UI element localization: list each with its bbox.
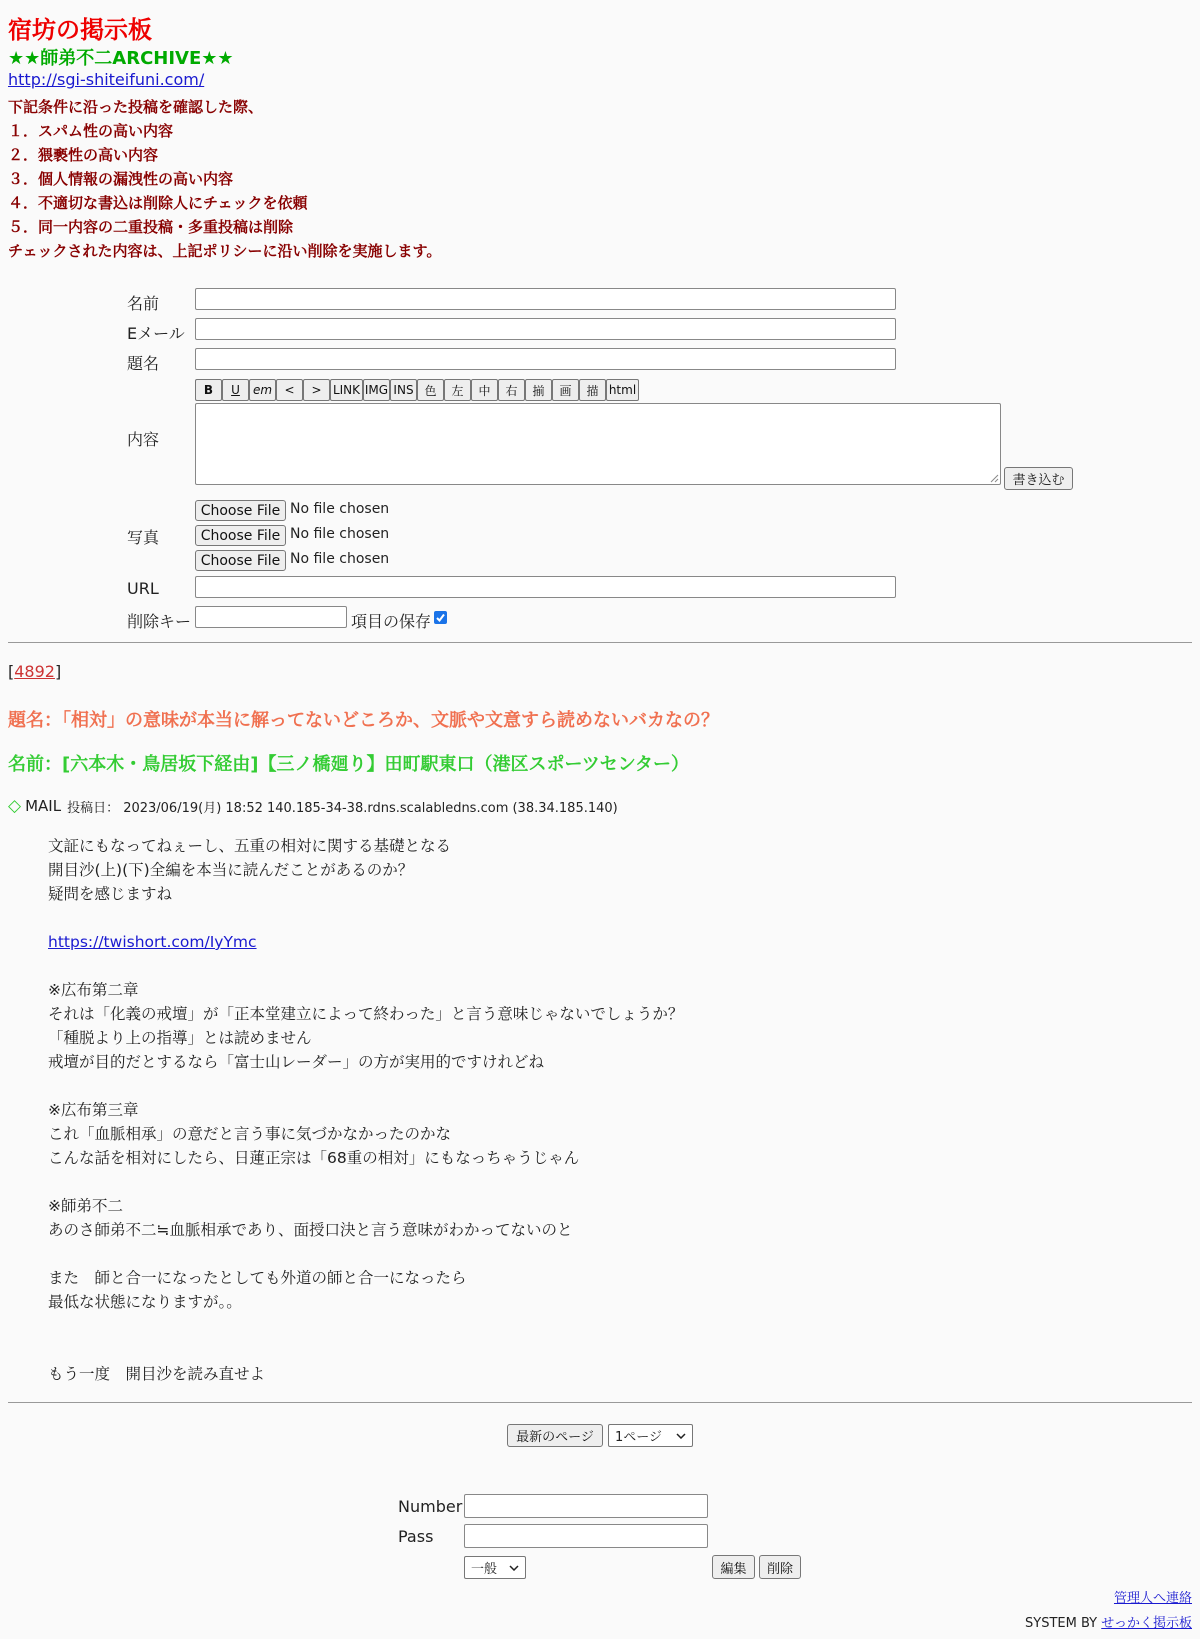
url-label: URL — [127, 579, 159, 598]
save-items-checkbox[interactable] — [434, 611, 447, 624]
body-line — [48, 1338, 683, 1362]
divider-1 — [8, 642, 1192, 643]
contact-admin-link[interactable]: 管理人へ連絡 — [1113, 1591, 1192, 1606]
system-link[interactable]: せっかく掲示板 — [1101, 1616, 1192, 1631]
body-link-line — [48, 930, 683, 954]
delete-key-label: 削除キー — [127, 612, 192, 631]
post-title: 題名：「相対」の意味が本当に解ってないどころか、文脈や文意すら読めないバカなの？ — [8, 710, 719, 731]
toolbar-button-8[interactable]: 色 — [417, 379, 444, 401]
policy-line: １．スパム性の高い内容 — [8, 122, 174, 140]
subject-input[interactable] — [195, 348, 896, 370]
file-button-1[interactable]: Choose File — [195, 500, 286, 521]
body-line: ※広布第二章 — [48, 981, 139, 999]
name-label: 名前 — [127, 294, 160, 313]
toolbar-button-7[interactable]: INS — [390, 379, 417, 401]
save-items-label: 項目の保存 — [351, 612, 432, 631]
mail-link[interactable]: MAIL — [25, 797, 62, 815]
page-select[interactable] — [608, 1424, 693, 1447]
content-label: 内容 — [127, 430, 160, 449]
delete-key-input[interactable] — [195, 606, 347, 628]
name-input[interactable] — [195, 288, 896, 310]
body-line — [48, 1242, 683, 1266]
file-status-2: No file chosen — [290, 526, 390, 542]
post-date: 投稿日： 2023/06/19(月) 18:52 140.185-34-38.rdns.scalabledns.com (38.34.185.140) — [67, 800, 618, 816]
chevron-down-icon — [509, 1565, 519, 1571]
post-author: 名前：[六本木・鳥居坂下経由]【三ノ橋廻り】田町駅東口（港区スポーツセンター） — [8, 754, 690, 775]
body-line: また 師と合一になったとしても外道の師と合一になったら — [48, 1269, 467, 1287]
diamond-icon: ◇ — [8, 796, 22, 816]
body-line: もう一度 開目沙を読み直せよ — [48, 1365, 266, 1383]
mode-select-value: 一般 — [471, 1562, 498, 1577]
subject-label: 題名 — [127, 354, 160, 373]
post-body — [48, 834, 683, 1386]
content-textarea[interactable] — [195, 403, 1001, 485]
policy-line: 下記条件に沿った投稿を確認した際、 — [8, 98, 264, 116]
body-line: 文証にもなってねぇーし、五重の相対に関する基礎となる — [48, 837, 452, 855]
email-input[interactable] — [195, 318, 896, 340]
delete-button[interactable]: 削除 — [759, 1555, 801, 1579]
post-number-link[interactable]: 4892 — [14, 662, 55, 681]
pass-label: Pass — [398, 1527, 434, 1546]
check-icon — [435, 612, 446, 623]
toolbar-button-2[interactable]: em — [249, 379, 276, 401]
body-line: 戒壇が目的だとするなら「富士山レーダー」の方が実用的ですけれどね — [48, 1053, 545, 1071]
email-label: Eメール — [127, 324, 185, 343]
toolbar-button-1[interactable]: U — [222, 379, 249, 401]
system-prefix: SYSTEM BY — [1025, 1616, 1102, 1631]
body-line — [48, 1170, 683, 1194]
toolbar-button-6[interactable]: IMG — [363, 379, 390, 401]
page-select-value: 1ページ — [615, 1430, 663, 1445]
board-subtitle: ★★師弟不二ARCHIVE★★ — [8, 48, 234, 69]
toolbar-button-3[interactable]: < — [276, 379, 303, 401]
pass-input[interactable] — [464, 1524, 708, 1548]
policy-line: ５．同一内容の二重投稿・多重投稿は削除 — [8, 218, 294, 236]
file-status-3: No file chosen — [290, 551, 390, 567]
body-line — [48, 906, 683, 930]
latest-page-button[interactable]: 最新のページ — [507, 1424, 603, 1447]
body-line: ※広布第三章 — [48, 1101, 139, 1119]
number-input[interactable] — [464, 1494, 708, 1518]
policy-line: ３．個人情報の漏洩性の高い内容 — [8, 170, 234, 188]
post-meta — [8, 796, 618, 816]
toolbar-button-9[interactable]: 左 — [444, 379, 471, 401]
toolbar-button-4[interactable]: > — [303, 379, 330, 401]
body-line: 「種脱より上の指導」とは読めません — [48, 1029, 312, 1047]
body-line: ※師弟不二 — [48, 1197, 123, 1215]
file-button-2[interactable]: Choose File — [195, 525, 286, 546]
body-line: 疑問を感じますね — [48, 885, 173, 903]
divider-2 — [8, 1402, 1192, 1403]
body-line — [48, 1314, 683, 1338]
toolbar-button-10[interactable]: 中 — [471, 379, 498, 401]
body-line: こんな話を相対にしたら、日蓮正宗は「68重の相対」にもなっちゃうじゃん — [48, 1149, 580, 1167]
policy-line: ２．猥褻性の高い内容 — [8, 146, 159, 164]
file-button-3[interactable]: Choose File — [195, 550, 286, 571]
url-input[interactable] — [195, 576, 896, 598]
toolbar-button-12[interactable]: 揃 — [525, 379, 552, 401]
toolbar-button-11[interactable]: 右 — [498, 379, 525, 401]
site-link[interactable]: http://sgi-shiteifuni.com/ — [8, 70, 205, 89]
policy-line: ４．不適切な書込は削除人にチェックを依頼 — [8, 194, 308, 212]
chevron-down-icon — [676, 1433, 686, 1439]
file-status-1: No file chosen — [290, 501, 390, 517]
toolbar-button-14[interactable]: 描 — [579, 379, 606, 401]
resize-handle-icon[interactable] — [990, 474, 999, 483]
format-toolbar — [195, 379, 639, 401]
toolbar-button-5[interactable]: LINK — [330, 379, 363, 401]
toolbar-button-0[interactable]: B — [195, 379, 222, 401]
toolbar-button-13[interactable]: 画 — [552, 379, 579, 401]
edit-button[interactable]: 編集 — [712, 1555, 755, 1579]
body-line: あのさ師弟不二≒血脈相承であり、面授口決と言う意味がわかってないのと — [48, 1221, 573, 1239]
mode-select[interactable] — [464, 1556, 526, 1579]
body-link[interactable]: https://twishort.com/IyYmc — [48, 933, 257, 951]
system-credit — [1025, 1612, 1192, 1631]
number-label: Number — [398, 1497, 463, 1516]
body-line: 最低な状態になりますが。。 — [48, 1293, 242, 1311]
board-title: 宿坊の掲示板 — [8, 16, 152, 44]
toolbar-button-15[interactable]: html — [606, 379, 639, 401]
post-number: [4892] — [8, 662, 62, 681]
body-line — [48, 1074, 683, 1098]
body-line: 開目沙(上)(下)全編を本当に読んだことがあるのか？ — [48, 861, 414, 879]
body-line: それは「化義の戒壇」が「正本堂建立によって終わった」と言う意味じゃないでしょうか？ — [48, 1005, 684, 1023]
body-line — [48, 954, 683, 978]
policy-text — [8, 95, 441, 263]
body-line: これ「血脈相承」の意だと言う事に気づかなかったのかな — [48, 1125, 452, 1143]
submit-button[interactable]: 書き込む — [1004, 467, 1073, 490]
photo-label: 写真 — [127, 528, 160, 547]
policy-line: チェックされた内容は、上記ポリシーに沿い削除を実施します。 — [8, 242, 442, 260]
